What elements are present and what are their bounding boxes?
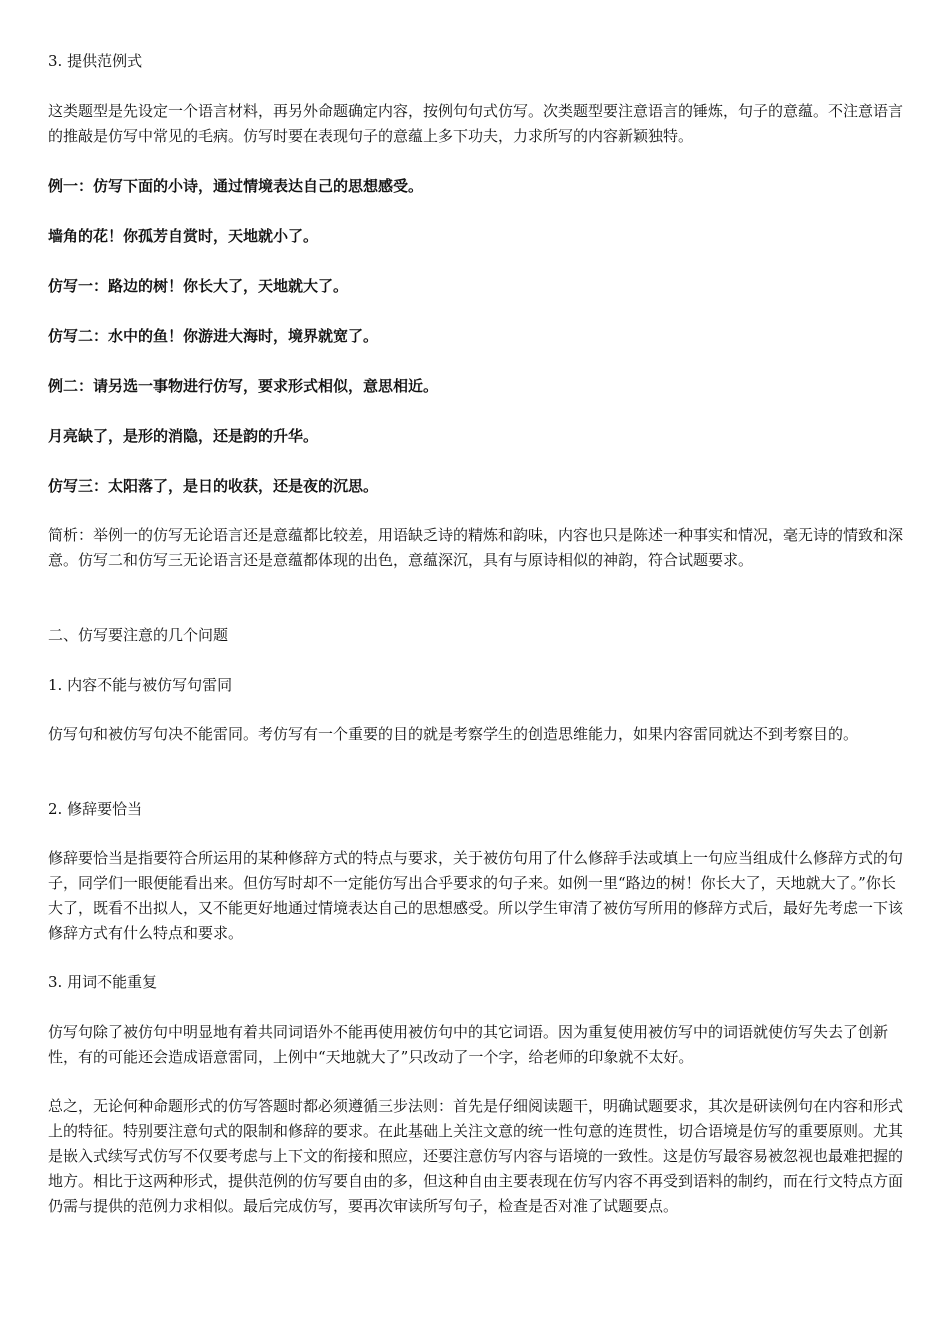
imitation-one: 仿写一：路边的树！你长大了，天地就大了。 bbox=[48, 277, 349, 295]
example-one-prompt: 例一：仿写下面的小诗，通过情境表达自己的思想感受。 bbox=[48, 177, 424, 195]
subheading-content-not-identical: 1. 内容不能与被仿写句雷同 bbox=[48, 676, 233, 694]
example-two-prompt: 例二：请另选一事物进行仿写，要求形式相似，意思相近。 bbox=[48, 377, 439, 395]
example-one-original: 墙角的花！你孤芳自赏时，天地就小了。 bbox=[48, 227, 319, 245]
paragraph-analysis: 简析：举例一的仿写无论语言还是意蕴都比较差，用语缺乏诗的精炼和韵味，内容也只是陈述一种事实和情况，毫无诗的情致和深意。仿写二和仿写三无论语言还是意蕴都体现的出色，意蕴深沉，具有与原诗相似的神韵，符合试题要求。 bbox=[48, 526, 904, 569]
section-heading-notes: 二、仿写要注意的几个问题 bbox=[48, 626, 229, 644]
example-two-original: 月亮缺了，是形的消隐，还是韵的升华。 bbox=[48, 427, 319, 445]
paragraph-conclusion: 总之，无论何种命题形式的仿写答题时都必须遵循三步法则：首先是仔细阅读题干，明确试题要求，其次是研读例句在内容和形式上的特征。特别要注意句式的限制和修辞的要求。在此基础上关注文意的统一性句意的连贯性，切合语境是仿写的重要原则。尤其是嵌入式续写式仿写不仅要考虑与上下文的衔接和照应，还要注意仿写内容与语境的一致性。这是仿写最容易被忽视也最难把握的地方。相比于这两种形式，提供范例的仿写要自由的多，但这种自由主要表现在仿写内容不再受到语料的制约，而在行文特点方面仍需与提供的范例力求相似。最后完成仿写，要再次审读所写句子，检查是否对准了试题要点。 bbox=[48, 1097, 904, 1215]
section-heading-provide-example: 3. 提供范例式 bbox=[48, 52, 143, 70]
paragraph-no-repeated-words: 仿写句除了被仿句中明显地有着共同词语外不能再使用被仿句中的其它词语。因为重复使用被仿写中的词语就使仿写失去了创新性，有的可能还会造成语意雷同，上例中“天地就大了”只改动了一个字，给老师的印象就不太好。 bbox=[48, 1023, 889, 1066]
paragraph-content-not-identical: 仿写句和被仿写句决不能雷同。考仿写有一个重要的目的就是考察学生的创造思维能力，如果内容雷同就达不到考察目的。 bbox=[48, 725, 859, 743]
imitation-three: 仿写三：太阳落了，是日的收获，还是夜的沉思。 bbox=[48, 477, 379, 495]
subheading-no-repeated-words: 3. 用词不能重复 bbox=[48, 973, 158, 991]
imitation-two: 仿写二：水中的鱼！你游进大海时，境界就宽了。 bbox=[48, 327, 379, 345]
subheading-rhetoric-appropriate: 2. 修辞要恰当 bbox=[48, 800, 143, 818]
paragraph-description: 这类题型是先设定一个语言材料，再另外命题确定内容，按例句句式仿写。次类题型要注意语言的锤炼，句子的意蕴。不注意语言的推敲是仿写中常见的毛病。仿写时要在表现句子的意蕴上多下功夫，力求所写的内容新颖独特。 bbox=[48, 102, 904, 145]
paragraph-rhetoric-appropriate: 修辞要恰当是指要符合所运用的某种修辞方式的特点与要求，关于被仿句用了什么修辞手法或填上一句应当组成什么修辞方式的句子，同学们一眼便能看出来。但仿写时却不一定能仿写出合乎要求的句子来。如例一里“路边的树！你长大了，天地就大了。”你长大了，既看不出拟人，又不能更好地通过情境表达自己的思想感受。所以学生审清了被仿写所用的修辞方式后，最好先考虑一下该修辞方式有什么特点和要求。 bbox=[48, 849, 904, 942]
